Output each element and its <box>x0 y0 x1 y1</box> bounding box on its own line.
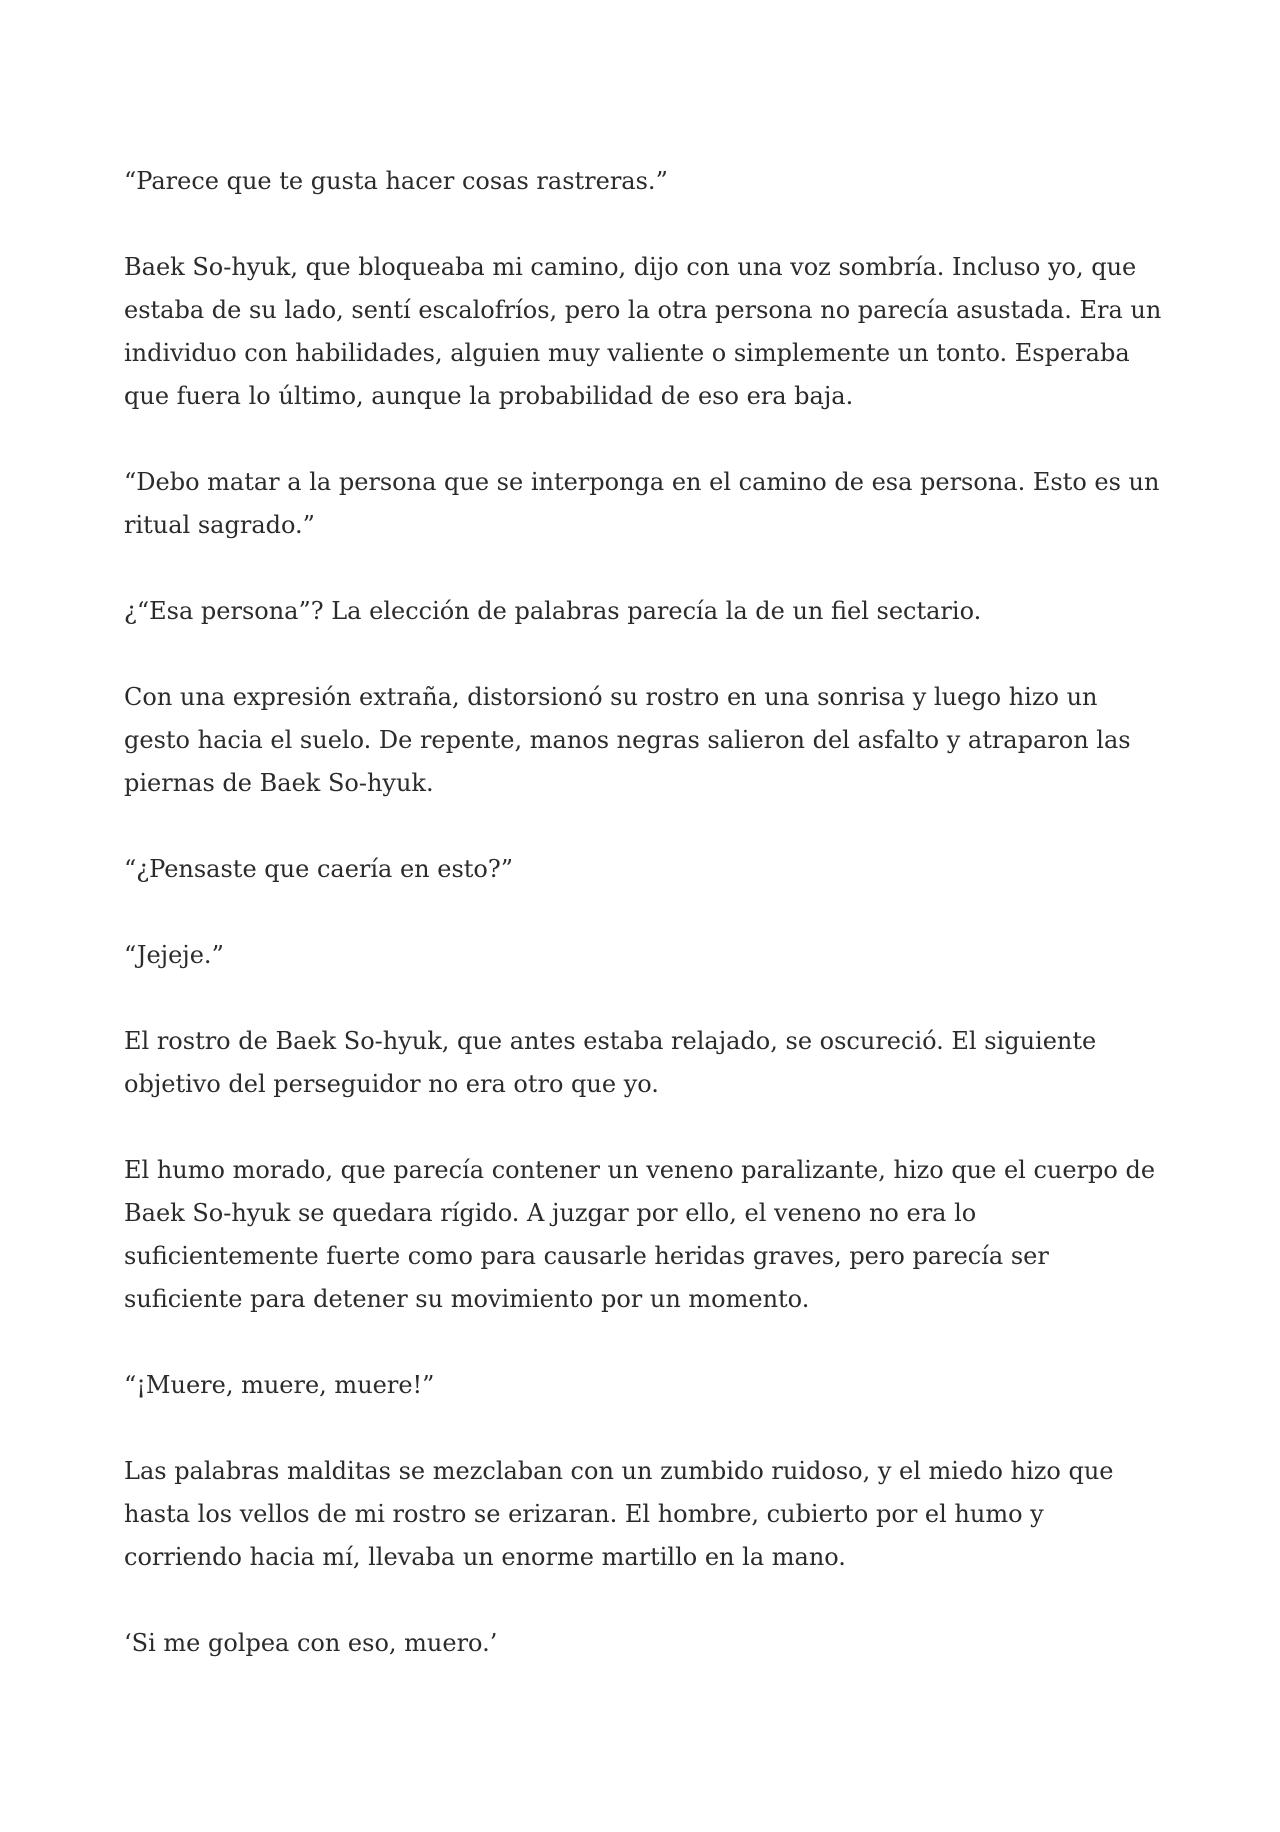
document-body <box>124 160 1164 1665</box>
paragraph-10: “¡Muere, muere, muere!” <box>124 1371 435 1399</box>
paragraph-12: ‘Si me golpea con eso, muero.’ <box>124 1629 498 1657</box>
paragraph-6: “¿Pensaste que caería en esto?” <box>124 855 514 883</box>
paragraph-3: “Debo matar a la persona que se interponga en el camino de esa persona. Esto es un ritual sagrado.” <box>124 468 1160 539</box>
paragraph-4: ¿“Esa persona”? La elección de palabras parecía la de un fiel sectario. <box>124 597 982 625</box>
paragraph-11: Las palabras malditas se mezclaban con un zumbido ruidoso, y el miedo hizo que hasta los vellos de mi rostro se erizaran. El hombre, cubierto por el humo y corriendo hacia mí, llevaba un enorme martillo en la mano. <box>124 1457 1114 1571</box>
paragraph-2: Baek So-hyuk, que bloqueaba mi camino, dijo con una voz sombría. Incluso yo, que estaba de su lado, sentí escalofríos, pero la otra persona no parecía asustada. Era un individuo con habilidades, alguien muy valiente o simplemente un tonto. Esperaba que fuera lo último, aunque la probabilidad de eso era baja. <box>124 253 1162 410</box>
paragraph-1: “Parece que te gusta hacer cosas rastreras.” <box>124 167 668 195</box>
paragraph-5: Con una expresión extraña, distorsionó su rostro en una sonrisa y luego hizo un gesto hacia el suelo. De repente, manos negras salieron del asfalto y atraparon las piernas de Baek So-hyuk. <box>124 683 1131 797</box>
paragraph-7: “Jejeje.” <box>124 941 224 969</box>
paragraph-8: El rostro de Baek So-hyuk, que antes estaba relajado, se oscureció. El siguiente objetivo del perseguidor no era otro que yo. <box>124 1027 1097 1098</box>
paragraph-9: El humo morado, que parecía contener un veneno paralizante, hizo que el cuerpo de Baek So-hyuk se quedara rígido. A juzgar por ello, el veneno no era lo suficientemente fuerte como para causarle heridas graves, pero parecía ser suficiente para detener su movimiento por un momento. <box>124 1156 1156 1313</box>
